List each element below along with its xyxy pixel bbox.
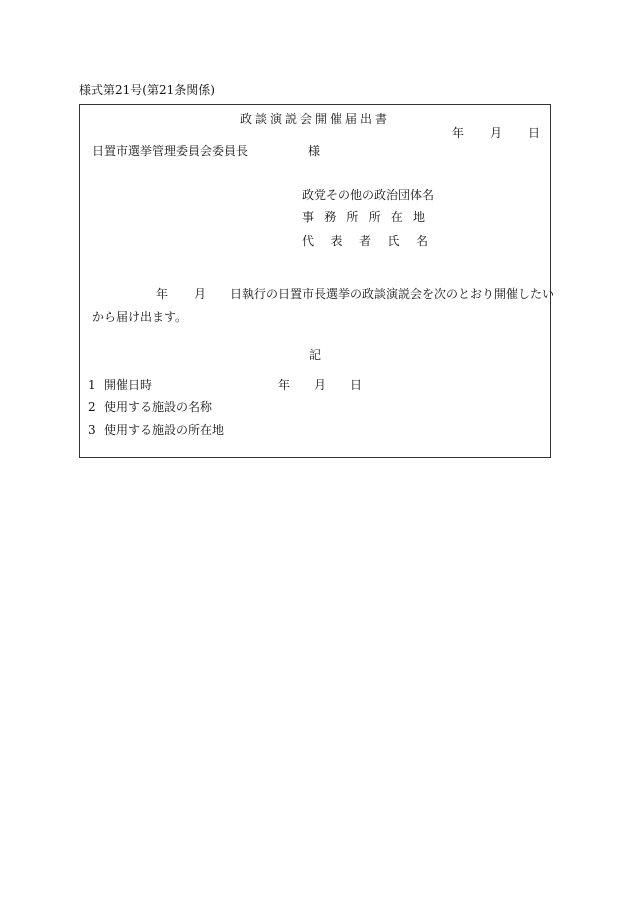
item-label: 開催日時 xyxy=(104,378,153,392)
body-text-line-1 xyxy=(156,288,554,300)
organization-name-label: 政党その他の政治団体名 xyxy=(302,188,435,202)
item-label: 使用する施設の名称 xyxy=(104,400,213,414)
event-year: 年 xyxy=(278,378,291,392)
ki-heading: 記 xyxy=(308,348,321,362)
representative-name-label: 代表者氏名 xyxy=(302,234,445,248)
list-item xyxy=(88,424,224,436)
item-number: 2 xyxy=(88,400,96,414)
item-number: 3 xyxy=(88,423,96,437)
office-address-label: 事務所所在地 xyxy=(302,210,436,224)
item-label: 使用する施設の所在地 xyxy=(104,423,225,437)
date-year: 年 xyxy=(452,126,465,140)
list-item xyxy=(88,401,212,413)
body-year: 年 xyxy=(156,287,169,301)
notification-form xyxy=(79,104,555,458)
body-text-line-2: から届け出ます。 xyxy=(92,310,188,324)
form-number: 様式第21号(第21条関係) xyxy=(79,83,215,97)
addressee: 日置市選挙管理委員会委員長 xyxy=(92,144,249,158)
date-day: 日 xyxy=(528,126,541,140)
item-number: 1 xyxy=(88,378,96,392)
submission-date xyxy=(452,127,540,139)
body-month: 月 xyxy=(194,287,207,301)
event-day: 日 xyxy=(350,378,363,392)
body-text-rest: 日執行の日置市長選挙の政談演説会を次のとおり開催したい xyxy=(230,287,555,301)
date-month: 月 xyxy=(490,126,503,140)
event-date xyxy=(278,379,362,391)
honorific: 様 xyxy=(308,144,321,158)
event-month: 月 xyxy=(314,378,327,392)
list-item xyxy=(88,379,152,391)
form-title: 政談演説会開催届出書 xyxy=(239,112,390,126)
